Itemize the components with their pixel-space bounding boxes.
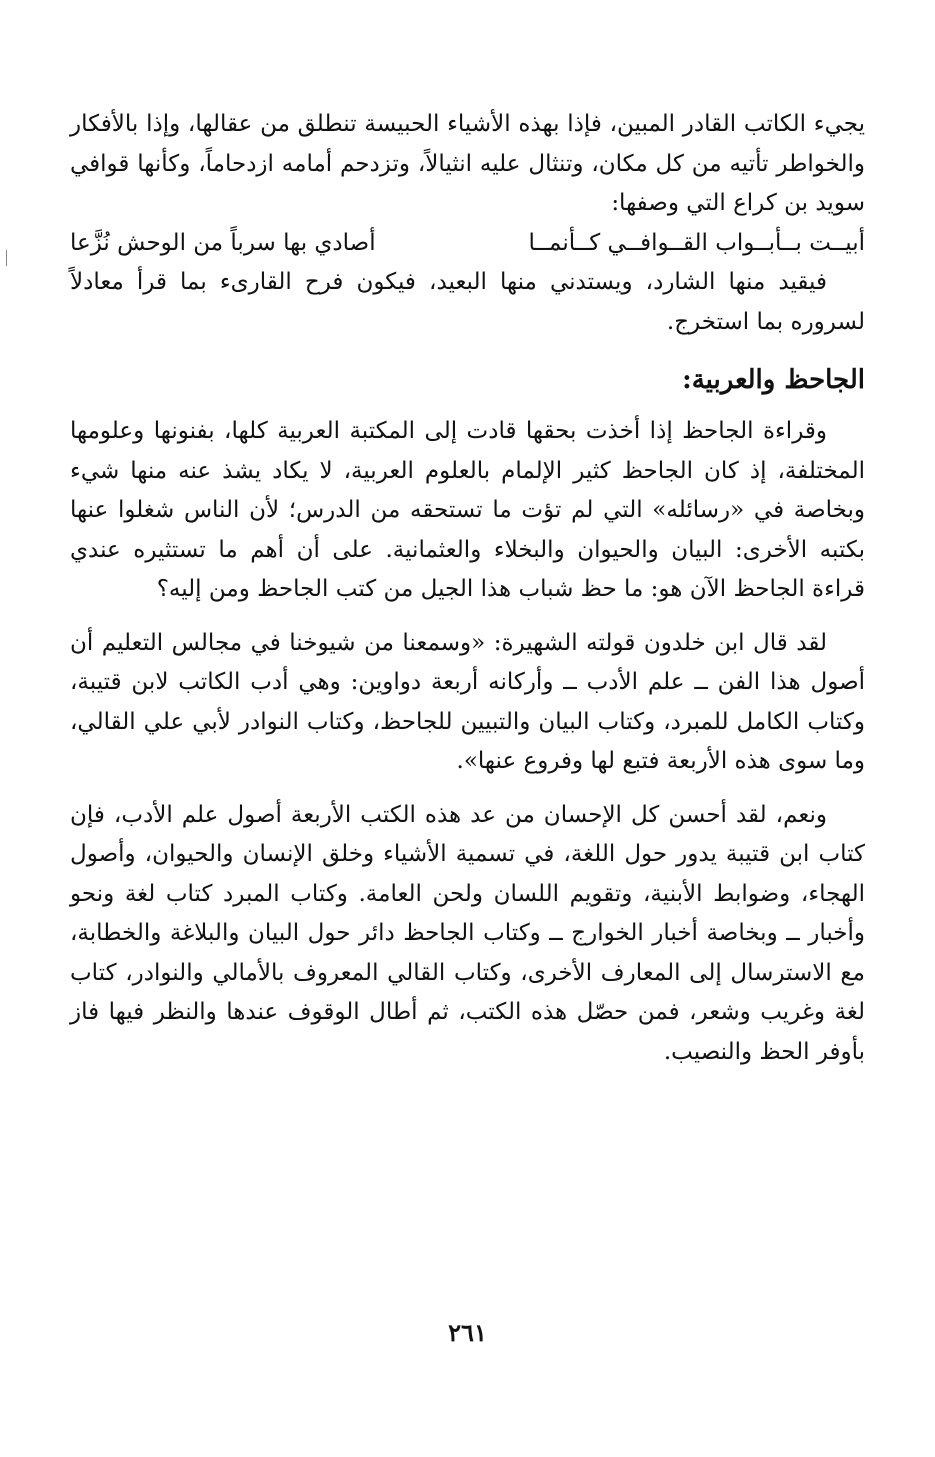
paragraph-ibn-khaldun: لقد قال ابن خلدون قولته الشهيرة: «وسمعنا من شيوخنا في مجالس التعليم أن أصول هذا الفن ــ علم الأدب ــ وأركانه أربعة دواوين: وهي أدب الكاتب لابن قتيبة، وكتاب الكامل للمبرد، وكتاب البيان والتبيين للجاحظ، وكتاب النوادر لأبي علي القالي، وما سوى هذه الأربعة فتبع لها وفروع عنها». [70, 629, 865, 774]
paragraph-jahiz-reading: وقراءة الجاحظ إذا أخذت بحقها قادت إلى المكتبة العربية كلها، بفنونها وعلومها المختلفة، إذ كان الجاحظ كثير الإلمام بالعلوم العربية، لا يكاد يشذ عنه منها شيء وبخاصة في «رسائله» التي لم تؤت ما تستحقه من الدرس؛ لأن الناس شغلوا عنها بكتبه الأخرى: البيان والحيوان والبخلاء والعثمانية. على أن أهم ما تستثيره عندي قراءة الجاحظ الآن هو: ما حظ شباب هذا الجيل من كتب الجاحظ ومن إليه؟ [70, 418, 865, 602]
verse-first-hemistich: أبيــت بــأبــواب القــوافــي كــأنمــا [528, 229, 865, 256]
page-body [70, 105, 865, 1072]
page-number: ٢٦١ [448, 1318, 487, 1347]
paragraph-intro: يجيء الكاتب القادر المبين، فإذا بهذه الأشياء الحبيسة تنطلق من عقالها، وإذا بالأفكار والخواطر تأتيه من كل مكان، وتنثال عليه انثيالاً، وتزدحم أمامه ازدحاماً، وكأنها قوافي سويد بن كراع التي وصفها: [70, 111, 865, 216]
section-heading: الجاحظ والعربية: [682, 365, 865, 395]
verse-second-hemistich: أصادي بها سرباً من الوحش نُزَّعا [70, 229, 376, 256]
paragraph-after-verse: فيقيد منها الشارد، ويستدني منها البعيد، فيكون فرح القارىء بما قرأ معادلاً لسروره بما استخرج. [70, 269, 865, 335]
paragraph-four-books: ونعم، لقد أحسن كل الإحسان من عد هذه الكتب الأربعة أصول علم الأدب، فإن كتاب ابن قتيبة يدور حول اللغة، في تسمية الأشياء وخلق الإنسان والحيوان، وأصول الهجاء، وضوابط الأبنية، وتقويم اللسان ولحن العامة. وكتاب المبرد كتاب لغة ونحو وأخبار ــ وبخاصة أخبار الخوارج ــ وكتاب الجاحظ دائر حول البيان والبلاغة والخطابة، مع الاسترسال إلى المعارف الأخرى، وكتاب القالي المعروف بالأمالي والنوادر، كتاب لغة وغريب وشعر، فمن حصّل هذه الكتب، ثم أطال الوقوف عندها والنظر فيها فاز بأوفر الحظ والنصيب. [70, 801, 865, 1065]
margin-mark [6, 250, 7, 266]
poetry-verse [70, 224, 865, 264]
